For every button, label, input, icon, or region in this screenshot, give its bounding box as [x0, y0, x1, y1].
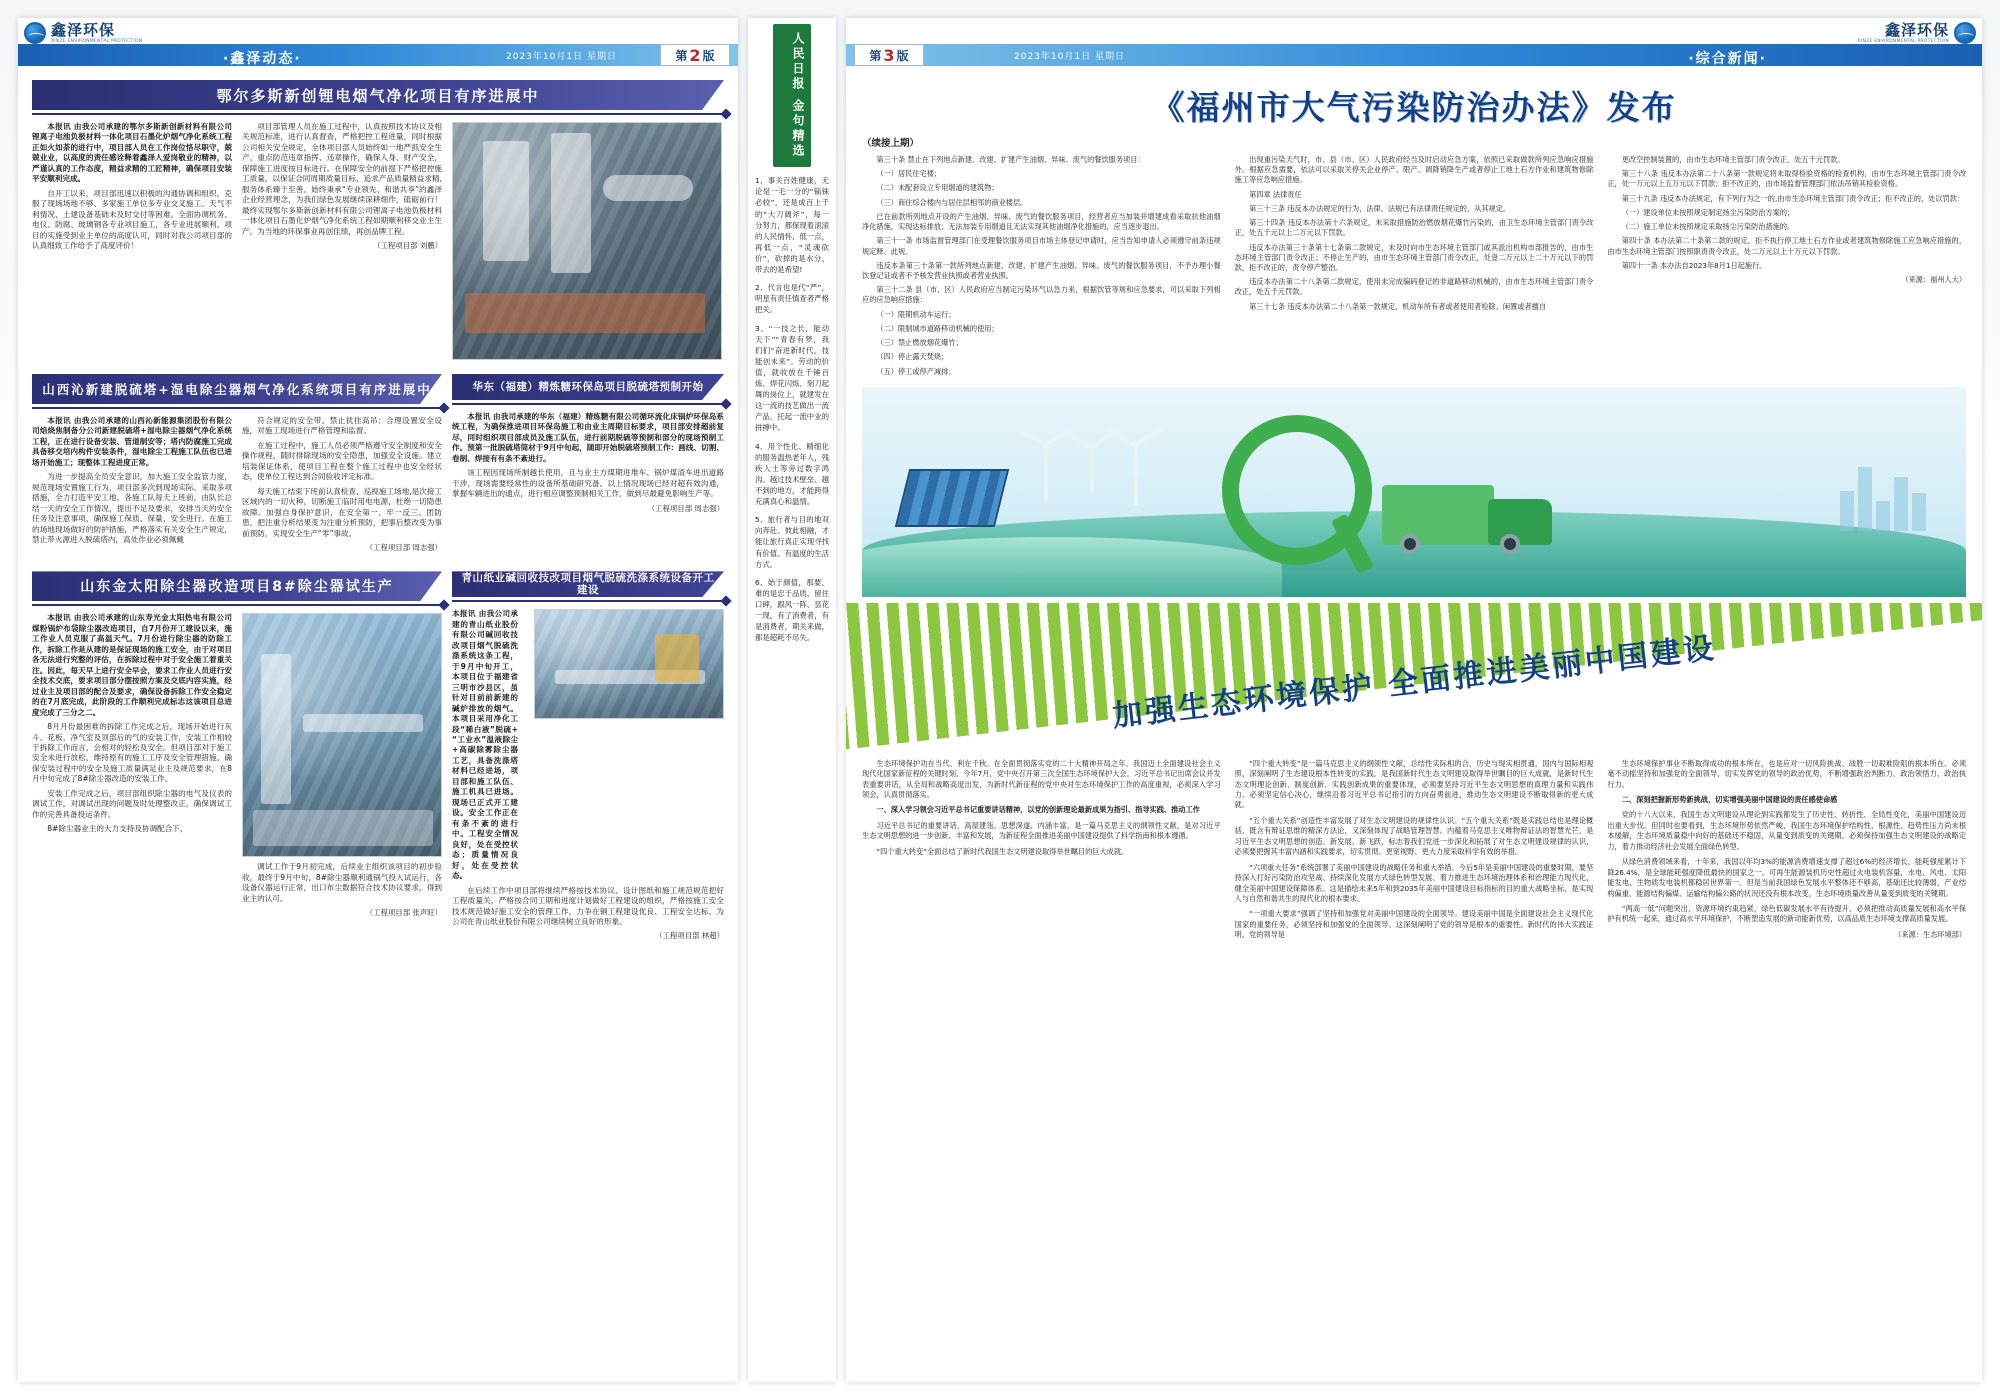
- article-2-rule: [32, 407, 442, 409]
- paragraph: 第三十九条 违反本办法规定，有下列行为之一的,由市生态环境主管部门责令改正；拒不改正的，处以罚款：: [1621, 193, 1965, 203]
- page-number: 2: [689, 45, 701, 65]
- brand-name-cn: 鑫泽环保: [51, 21, 116, 39]
- paragraph: 第三十一条 市场监督管理部门在受理餐饮服务项目市场主体登记申请时，应当告知申请人必须遵守前条违规规定释、此规。: [862, 236, 1221, 256]
- page-number-badge: [854, 44, 924, 66]
- paragraph: 生态环境保护功在当代、利在千秋。在全面贯彻落实党的二十大精神开局之年、我国迈上全面建设社会主义现代化国家新征程的关键时刻，今年7月，党中央召开第三次全国生态环境保护大会，习近平总书记出席会议并发表重要讲话，从全局和战略高度出发，为新时代新征程的党中央对生态环境保护工作的高度重视，必须深入学习领会，认真贯彻落实。: [862, 758, 1221, 800]
- side-article-2-body: [452, 609, 724, 941]
- paragraph: 本报讯 由我公司承建的山东寿光金太阳热电有限公司煤粉锅炉布袋除尘器改造项目，自7月份开工建设以来，施工作业人员克服了高温天气。7月份进行除尘器的防除工作，拆除工作是从建的是保证现场的施工安全，由于对项目各无法进行究整的评估，在拆除过程中对于安全施工着重关注。因此，每天早上进行安全早会，要求工作业人员进行安全技术交底，要求项目部分摆按照方案及交底内容实施，经过业主及项目部的配合及要求，确保设备拆除工作安全稳定的在7月底完成，此阶段的工作顺利完成标志这该项目总进度完成了三分之二。: [32, 613, 232, 717]
- paragraph: 习近平总书记的重要讲话，高屋建瓴、思想深遂、内涵丰富，是一篇马克思主义的纲领性文献，是对习近平生态文明思想的进一步创新、丰富和发展，为新征程全面推进美丽中国建设提供了科学指南和根本遵循。: [862, 820, 1221, 841]
- paragraph: 8月月份最困难的拆除工作完成之后，现场开始进行灰斗、花板、净气室及顶部后的气的安装工作，安装工作相较于拆除工作而言，会相对的轻松及安全。但项目部对于施工安全未进行放松，维持原有的施工工序及安全管理措施，确保安装过程中的安全及施工质量满足业主及规范要求，在8月中旬完成了8#除尘器改造的安装工作。: [32, 722, 232, 784]
- paragraph: 更改空控制装置的，由市生态环境主管部门责令改正，处五千元罚款。: [1621, 155, 1845, 164]
- essay-col-1: [862, 759, 1221, 946]
- paragraph: 一、深入学习领会习近平总书记重要讲话精神，以党的创新理论最新成果为指引、指导实践、推动工作: [876, 805, 1200, 815]
- paragraph: 项目部管理人员在施工过程中，认真按照技术协议及相关规范标准，进行认真督查，严格把控工程进量，同时根据公司相关安全规定，全体项目部人员始终如一地严抓安全生产，重点防范违章指挥、违章操作，确保人身、财产安全，保障施工进度按目标进行。在保障安全的前提下严格把控施工质量，以保证合同周期质量目标，追求产品质量精益求精,服务体系臻于至善。始终秉承“专业领先、和谐共享”的鑫泽企业经营理念，为我们绿色发展继续深耕细作，砥砺前行！最终实现鄂尔多斯新创新材料有限公司锂离子电池负极材料一体化项目石墨化炉烟气净化系统工程如期顺利移交业主生产，为当地的环保事业再创佳绩，再创品牌工程。: [242, 122, 442, 236]
- paragraph: 每天施工结束下班前认真检查、巡视施工场地,是次接工区域内的一切火种，切断施工临时用电电源，杜绝一切隐患故障。加强自身保护意识，在安全第一、牢一反三、团防患，把注重分析结果变为注重分析预防，把事后整改变为事前预防，实现安全生产“零”事故。: [242, 486, 442, 538]
- building: [1912, 493, 1926, 531]
- paragraph: 二、深刻把握新形势新挑战，切实增强美丽中国建设的责任感使命感: [1621, 795, 1838, 805]
- article-signature: （工程项目部 周志强）: [365, 543, 442, 553]
- section-tag: ·综合新闻·: [1688, 51, 1767, 67]
- article-1-title: 鄂尔多斯新创锂电烟气净化项目有序进展中: [216, 86, 540, 105]
- paragraph: 第三十八条 违反本办法第二十八条第一款规定将未取得检验资格的检查机构，由市生态环境主管部门责令改正，处一万元以上五万元以下罚款；拒不改正的，由市场监督管理部门依法吊销其检验资格。: [1607, 169, 1967, 189]
- hill-shape: [862, 537, 1282, 597]
- photo-shape: [465, 293, 705, 333]
- article-signature: （工程项目部 周志强）: [647, 503, 724, 513]
- paragraph: “六项重大任务”系统部署了美丽中国建设的战略任务和重大举措。今后5年是美丽中国建设的重要时期，要坚持深入打好污染防治攻坚战、持续深化发展方式绿色转型发展、着力推进生态环境治理体系和治理能力现代化，健全美丽中国建设保障体系。这是描绘未来5年和到2035年美丽中国建设目标指标的目的重大战略坐标，是实现人与自然和谐共生的现代化的根本要求。: [1234, 862, 1594, 903]
- paragraph: 符合规定的安全带。禁止扰挂高吊；合理设置安全设施，对施工现场进行严格管理和监督。: [242, 416, 442, 436]
- law-text-columns: [846, 155, 1982, 381]
- issue-date: 2023年10月1日 星期日: [506, 52, 617, 62]
- photo-shape: [603, 175, 693, 201]
- article-3-title: 山东金太阳除尘器改造项目8#除尘器试生产: [80, 579, 394, 596]
- right-masthead: [846, 18, 1982, 66]
- side-article-2-photo: [534, 609, 724, 719]
- building: [1858, 467, 1872, 531]
- photo-shape: [261, 654, 291, 804]
- solar-panel-icon: [895, 469, 1009, 527]
- paragraph: （二）未配套设立专用烟道的建筑物；: [876, 183, 999, 193]
- paragraph: 从绿色消费领域来看，十年来，我国以年均3%的能源消费增速支撑了超过6%的经济增长，能耗强度累计下降26.4%，是全球能耗强度降低最快的国家之一。可再生能源装机历史性超过火电装机容量，水电、风电、太阳能发电、生物质发电装机都稳居世界第一。但是当前我国绿色发展水平整体还不够高，基础还比较薄弱，产业结构偏重、能源结构偏煤、运输结构偏公路的状况还没有根本改变，生态环境质量改善从量变到质变的关键期。: [1607, 857, 1967, 898]
- paragraph: 该工程因现场所制越长使用，且与业主方煤期进堆车、锅炉煤渣车进出道路干涉，现场需要经常性的设备所基础研究备。以上情况现场已经对超有效沟通，掌握车辆进出的通点，进行相应调整预制相关工作，做到尽最避免影响生产等。: [452, 468, 724, 499]
- truck-body: [1382, 485, 1494, 545]
- building: [1894, 477, 1908, 531]
- source-credit: （来源：生态环境部）: [1894, 929, 1967, 939]
- article-1-col2: [242, 122, 442, 360]
- page-number-badge: [660, 44, 730, 66]
- green-banner: [846, 603, 1982, 753]
- truck-wheel: [1400, 534, 1420, 554]
- wind-turbine-icon: [1044, 443, 1048, 501]
- brand-name-en: XINZE ENVIRONMENTAL PROTECTION: [51, 39, 143, 44]
- paragraph: （一）建设单位未按照规定制定扬尘污染防治方案的；: [1621, 207, 1795, 217]
- article-3-caption-col: [242, 862, 442, 918]
- continued-note: （续接上期）: [862, 138, 920, 149]
- quote-item: 4、用个性化、精细化的服务温热老年人，残疾人士等旁过数字鸿沟、越过技术壁垒、越不到的地方，才能跨得充满真心和温情。: [755, 441, 829, 507]
- paragraph: （一）居民住宅楼；: [876, 169, 942, 179]
- side-article-2-title: 青山纸业碱回收技改项目烟气脱硫洗涤系统设备开工建设: [461, 571, 715, 597]
- paragraph: 生态环境保护事业不断取得成功的根本所在，也是应对一切风险挑战、战胜一切艰难险阻的根本所在。必须毫不动摇坚持和加强党的全面领导，切实发挥党的领导的政治优势，不断增强政治判断力、政治领悟力、政治执行力。: [1607, 758, 1967, 789]
- paragraph: 第三十条 禁止在下列地点新建、改建、扩建产生油烟、异味、废气的餐饮服务项目：: [876, 155, 1145, 164]
- truck-cab: [1488, 499, 1552, 545]
- article-1: [18, 80, 738, 360]
- quote-item: 3、“一技之长，能动天下”“青春有梦，我们们“奋进新时代，技能创未来”。劳动的价值，就收放在千锤百炼、焊花闪烁、刻刀起舞的岗位上，就建发在这一流的技艺做出一流产品、托起一流中业的拼搏中。: [755, 323, 829, 433]
- truck-wheel: [1500, 534, 1520, 554]
- source-credit: （来源：福州人大）: [1901, 274, 1967, 284]
- essay-columns: [846, 753, 1982, 946]
- photo-shape: [303, 714, 423, 732]
- law-col-2: [1235, 155, 1594, 381]
- paragraph: 第四十条 本办法第二十条第二款的规定，拒不执行停工地土石方作业或者建筑物修除施工应急响应措施的，由市生态环境主管部门按照职责责令改正，处二万元以上十万元以下罚款。: [1607, 236, 1967, 256]
- paragraph: 出现重污染天气时，市、县（市、区）人民政府经当及时启动应急方案，依照已采取做款所列应急响应措施外。根据应急需要，依法可以采取关停关企业停产、限产、调降销降生产或者停止工地土石方作业和建筑物修除施工等应急响应措施。: [1234, 155, 1594, 185]
- law-col-3: [1607, 155, 1966, 381]
- quote-column-body: [748, 167, 836, 658]
- article-2-ribbon: [32, 374, 442, 404]
- city-skyline: [1840, 467, 1926, 531]
- paragraph: （三）商住综合楼内与居住层相邻的商业楼层。: [876, 197, 1028, 207]
- page-number: 3: [883, 45, 895, 65]
- article-signature: （工程项目部 刘鹏）: [373, 241, 442, 251]
- article-1-rule: [32, 113, 724, 115]
- green-truck-icon: [1382, 473, 1552, 545]
- paragraph: 党的十八大以来，我国生态文明建设从理论到实践都发生了历史性、转折性、全局性变化，美丽中国建设迈出重大步伐。但同时也要看到，生态环境形势依然严峻，我国生态环境保护结构性、根源性、趋势性压力尚未根本缓解，生态环境质量稳中向好的基础还不稳固，从量变到质变的关键期。必须保持加强生态文明建设的战略定力，着力推动经济社会发展全面绿色转型。: [1607, 810, 1967, 851]
- page-label: 第: [869, 48, 882, 63]
- masthead-bar: [18, 44, 738, 66]
- photo-shape: [253, 810, 433, 846]
- quote-column-title: 人民日报 金句精选: [773, 24, 811, 167]
- quote-column: [748, 18, 836, 1382]
- article-1-ribbon: [32, 80, 724, 110]
- brand-logo: [24, 22, 142, 44]
- paragraph: 第四十一条 本办法自2023年8月1日起施行。: [1621, 260, 1767, 270]
- side-article-1-title: 华东（福建）精炼糖环保岛项目脱硫塔预制开始: [472, 380, 704, 393]
- brand-logo: [1858, 22, 1976, 44]
- article-3-col1: [32, 613, 232, 922]
- wind-turbine-icon: [1134, 443, 1138, 505]
- building: [1840, 491, 1854, 531]
- essay-col-2: [1235, 759, 1594, 946]
- paragraph: 自开工以来，项目部迅速以积极的沟通协调和组织，克服了现场场地不够、多家施工单位多专业交叉施工、天气不利情况、土建设备基础未及时交付等困难。全面协调机务、电仪、防腐、玻璃钢各专业项目施工，各专业进展顺利。项目的实施受到业主单位的高度认可，同时对我公司项目部的认真细致工作给予了高度评价！: [32, 188, 232, 251]
- paragraph: （二）施工单位未按照规定采取扬尘污染防治措施的。: [1621, 222, 1795, 232]
- side-article-1-rule: [452, 403, 724, 405]
- article-2-title: 山西沁新建脱硫塔+湿电除尘器烟气净化系统项目有序进展中: [42, 382, 432, 397]
- article-3-rule: [32, 604, 442, 606]
- article-3-ribbon: [32, 571, 442, 601]
- side-article-2-rule: [452, 600, 724, 602]
- banner-title: 加强生态环境保护 全面推进美丽中国建设: [1110, 630, 1719, 734]
- quote-item: 1、事关百姓健康，无论是一毛一分的“锱铢必较”，还是成百上千的“大刀阔斧”，每一分努力，都保现着滚滚的人民情怀、低一点，再低一点，“灵魂砍价”，砍掉的是水分、带去的是希望!: [755, 176, 829, 275]
- section-tag: ·鑫泽动态·: [223, 51, 302, 67]
- wind-turbine-icon: [1090, 445, 1094, 493]
- article-1-photo: [452, 122, 722, 360]
- paragraph: （一）限期机动车运行；: [876, 309, 956, 319]
- side-article-1-ribbon: [452, 374, 724, 400]
- paragraph: 调试工作于9月初完成，后续业主组织该项目的初步验收，最终于9月中旬，8#除尘器顺利通锅气投入试运行，各设备仪器运行正常，出口布尘数据符合技术协议要求，得到业主的认可。: [242, 862, 442, 903]
- issue-date: 2023年10月1日 星期日: [1014, 52, 1125, 62]
- paragraph: “四个重大转变”是一篇马克思主义的纲领性文献，总结性实际相的合，历史与现实相贯通，国内与国际相观照，深刻阐明了生态建设根本性转变的实践，是我国新时代生态文明建设取得举世瞩目的巨大成就，是新时代生态文明理论创新、制度创新、实践创新成果的重要体现，必须要坚持习近平生态文明思想的真理力量和实践伟力。必须坚定信心决心，继续沿着习近平总书记指引的方向奋勇前进，推动生态文明建设不断取得新的更大成就。: [1234, 758, 1594, 810]
- paragraph: 本报讯 由我公司承建的山西沁新能源集团股份有限公司焙烧焦制备分公司新建脱硫塔+湿电除尘器烟气净化系统工程，正在进行设备安装、管道制安等；塔内防腐施工完成具备移交培内构件安装条件，湿电除尘工程施工队伍也已进场开始施工；现整体工程进度正常。: [32, 416, 232, 467]
- article-signature: （工程项目部 张声旺）: [365, 908, 442, 918]
- paragraph: 第三十二条 县（市、区）人民政府应当制定污染环气以急力来，根据饮管等规和应急要求，可以采取下列相应的应急响应措施：: [862, 285, 1221, 305]
- paragraph: “两高一低”问题突出，资源环境约束趋紧，绿色低碳发展水平有待提升。必须把推动高质量发展和高水平保护有机统一起来，通过高水平环境保护，不断塑造发展的新动能新优势，以高品质生态环境支撑高质量发展。: [1607, 903, 1967, 924]
- quote-item: 6、始于颜值，那要，难的是忠于品质、留住口碑，跟风一阵、昙花一现，有了消费者，有是消费者，期关来做，都是超耗不尽失。: [755, 577, 829, 643]
- article-3: [18, 571, 738, 945]
- headline: 《福州市大气污染防治办法》发布: [1151, 88, 1677, 127]
- paragraph: （五）停工或停产减排；: [876, 366, 956, 376]
- side-article-1-body: [452, 412, 724, 514]
- globe-icon: [1954, 22, 1976, 44]
- paragraph: 第三十七条 违反本办法第二十八条第一款规定、机动车所有者或者使用者检除、闲置或者擅自: [1249, 301, 1547, 311]
- paragraph: （二）限制城市道路移动机械的使用；: [876, 323, 999, 333]
- side-article-2-ribbon: [452, 571, 724, 597]
- paragraph: 已在前款所列地点开设的产生油烟、异味、废气的餐饮服务项目，经营者应当加装并增建成看采取抗他油烟净化措施，实现达标排放；无法加装专用烟道且无法实现其他油烟净化措施的，应当逐步退出。: [862, 211, 1221, 232]
- paragraph: 本报讯 由我司承建的华东（福建）精炼糖有限公司循环流化床锅炉环保岛系统工程，为确保推进项目环保岛施工和由业主周期目标要求，项目部安排超前复尽，同时组织项目部成员及施工队伍，进行前期脱硫等预制和部分的现场预制工作。预第一批脱硫塔筒材于9月中旬起，随即开始脱硫塔预制工作：画线、切割、卷制、焊接有有条不紊进行。: [452, 412, 724, 463]
- paragraph: 本报讯 由我公司承建的鄂尔多斯新创新材料有限公司锂离子电池负极材料一体化项目石墨化炉烟气净化系统工程正如火如荼的进行中，项目部人员在工作岗位恪尽职守，兢兢业业，以高度的责任感诠释着鑫泽人爱岗敬业的精神，以严谨认真的工作态度，精益求精的工匠精神，确保项目安装平安顺利完成。: [32, 122, 232, 184]
- paragraph: 违反本条第三十条第一款所列地点新建、改建、扩建产生油烟、异味、废气的餐饮服务项目，不予办理小餐饮登记证或者不予核发营业执照或者营业执照。: [862, 260, 1221, 280]
- page-suffix: 版: [702, 48, 715, 63]
- paragraph: 为进一步提高全员安全意识，加大施工安全监管力度，规范现场安置施工行为，项目部多次到现场实际、采取多项措施，全力打造平安工地。各施工队每天上班前，由队长总结一天的安全工作情况，提出不足及要求，安排当天的安全任务及注意事项，确保施工保质、保量、安全进行。在施工的场地现场做好的防护措施，严格落实有关安全生产规定，禁止带火源进入脱硫塔内，高处作业必须佩戴: [32, 472, 232, 545]
- brand-name-cn: 鑫泽环保: [1884, 21, 1949, 39]
- paragraph: 本报讯 由我公司承建的青山纸业股份有限公司碱回收技改项目烟气脱硫洗涤系统这条工程，于9月中旬开工，本项目位于福建省三明市沙县区，虽针对目前前新建的碱炉排放的烟气。本项目采用净化工段“稀白液”脱硫+“工业水”温液除尘+高碳除雾除尘器工艺，具备洗涤塔材料已经进场，项目部和施工队伍、施工机具已进场。现场已正式开工建设。安全工作正在有条不紊的进行中。工程安全情况良好，处在受控状态；质量情况良好，处在受控状态。: [452, 609, 518, 881]
- quote-item: 2、代言也是代“严”，明星有责任慎查者严格把关。: [755, 283, 829, 315]
- page-suffix: 版: [896, 48, 909, 63]
- paragraph: 第三十四条 违反本办法第十六条规定，未采取措施防治燃放烟花爆竹污染的，由卫生态环境主管部门责令改正，处五千元以上二万元以下罚款。: [1234, 218, 1594, 238]
- law-col-1: [862, 155, 1221, 381]
- page-label: 第: [675, 48, 688, 63]
- article-1-col1: [32, 122, 232, 360]
- paragraph: 第三十三条 违反本办法规定的行为，法律、法规已有法律责任规定的，从其规定。: [1249, 203, 1511, 213]
- paragraph: （四）停止露天焚烧；: [876, 352, 949, 362]
- quote-item: 5、旅行者与目的地双向奔赴、彼此相融，才能让旅行真正实现寻找有价值、有温度的生活方式。: [755, 515, 829, 569]
- brand-name-en: XINZE ENVIRONMENTAL PROTECTION: [1857, 39, 1949, 44]
- paragraph: “五个重大关系”创造性丰富发展了对生态文明建设的规律性认识。“五个重大关系”既是实践总结也是理论概括，既含有辩证思维的精深方法论，又深刻体现了战略管理智慧。内蕴着马克思主义唯物辩证法的智慧光芒，是习近平生态文明思想的创造、新发展、新飞跃，标志着我们党进一步深化和拓展了对生态文明建设规律的认识，必须要把握其丰富内涵和实践要求，切实贯彻、更宽视野、更大力度采取科学有效的举措。: [1234, 815, 1594, 857]
- photo-shape: [551, 133, 591, 273]
- paragraph: （三）禁止燃放烟花爆竹；: [876, 338, 963, 348]
- paragraph: 8#除尘器业主的大力支持及协调配合下，: [47, 824, 188, 834]
- paragraph: 违反本办法第三十条第十七条第二款规定，未及时向市生态环境主管部门或其派出机构市部报告的，由市生态环境主管部门责令改正；不停止生产的，由市生态环境主管部门责令改正，处壹二万元以上二十万元以下的罚款，拒不改正的，责令停产整治。: [1234, 242, 1594, 272]
- paragraph: “四个重大转变”全面总结了新时代我国生态文明建设取得举世瞩目的巨大成就。: [876, 846, 1129, 856]
- leaf-circle-icon: [1222, 415, 1372, 565]
- paragraph: 违反本办法第二十八条第二款规定，使用未完成编码登记的非道路移动机械的，由市生态环境主管部门责令改正，处五千元罚款。: [1234, 277, 1594, 297]
- paragraph: 在后续工作中项目部将继续严格按技术协议、设计图纸和施工规范规范把好工程质量关，严格按合同工期和进度计划做好工程建设的组织，严格按施工安全技术规范做好施工安全的管理工作，力争在铜工程建设优良、工程安全达标、为公司在青山纸业股份有限公司继续树立良好的形象。: [452, 885, 724, 926]
- paragraph: 第四章 法律责任: [1249, 189, 1302, 199]
- right-page-sheet: [846, 18, 1982, 1382]
- article-3-photo-col: [242, 613, 442, 922]
- paragraph: “一项重大要求”强调了坚持和加强党对美丽中国建设的全面领导。建设美丽中国是全面建设社会主义现代化国家的重要任务，必须坚持和加强党的全面领导。这深刻阐明了党的领导是根本的重要性。新时代的伟大实践证明，党的领导是: [1234, 909, 1594, 940]
- paragraph: 在施工过程中，施工人员必须严格遵守安全制度和安全操作规程，随时排除现场的安全隐患，加强安全设施。建立培装保证体系，使项目工程在整个施工过程中也安全经状态，使单位工程达到合同验收评定标准。: [242, 440, 442, 482]
- article-3-photo: [242, 613, 442, 857]
- essay-col-3: [1607, 759, 1966, 946]
- photo-shape: [655, 634, 699, 682]
- article-2-col1: [32, 416, 232, 557]
- paragraph: 安装工作完成之后，项目部组织除尘器的电气及仪表的调试工作，对调试出现的问题及时处理整改正，确保调试工作的完善具备投运条件。: [32, 788, 232, 819]
- building: [1876, 501, 1890, 531]
- article-signature: （工程项目部 林超）: [655, 931, 724, 941]
- left-masthead: [18, 18, 738, 66]
- article-2-col2: [242, 416, 442, 557]
- globe-icon: [24, 22, 46, 44]
- article-2: [18, 374, 738, 557]
- left-page-sheet: [18, 18, 738, 1382]
- eco-illustration: [862, 387, 1966, 597]
- photo-shape: [483, 141, 529, 261]
